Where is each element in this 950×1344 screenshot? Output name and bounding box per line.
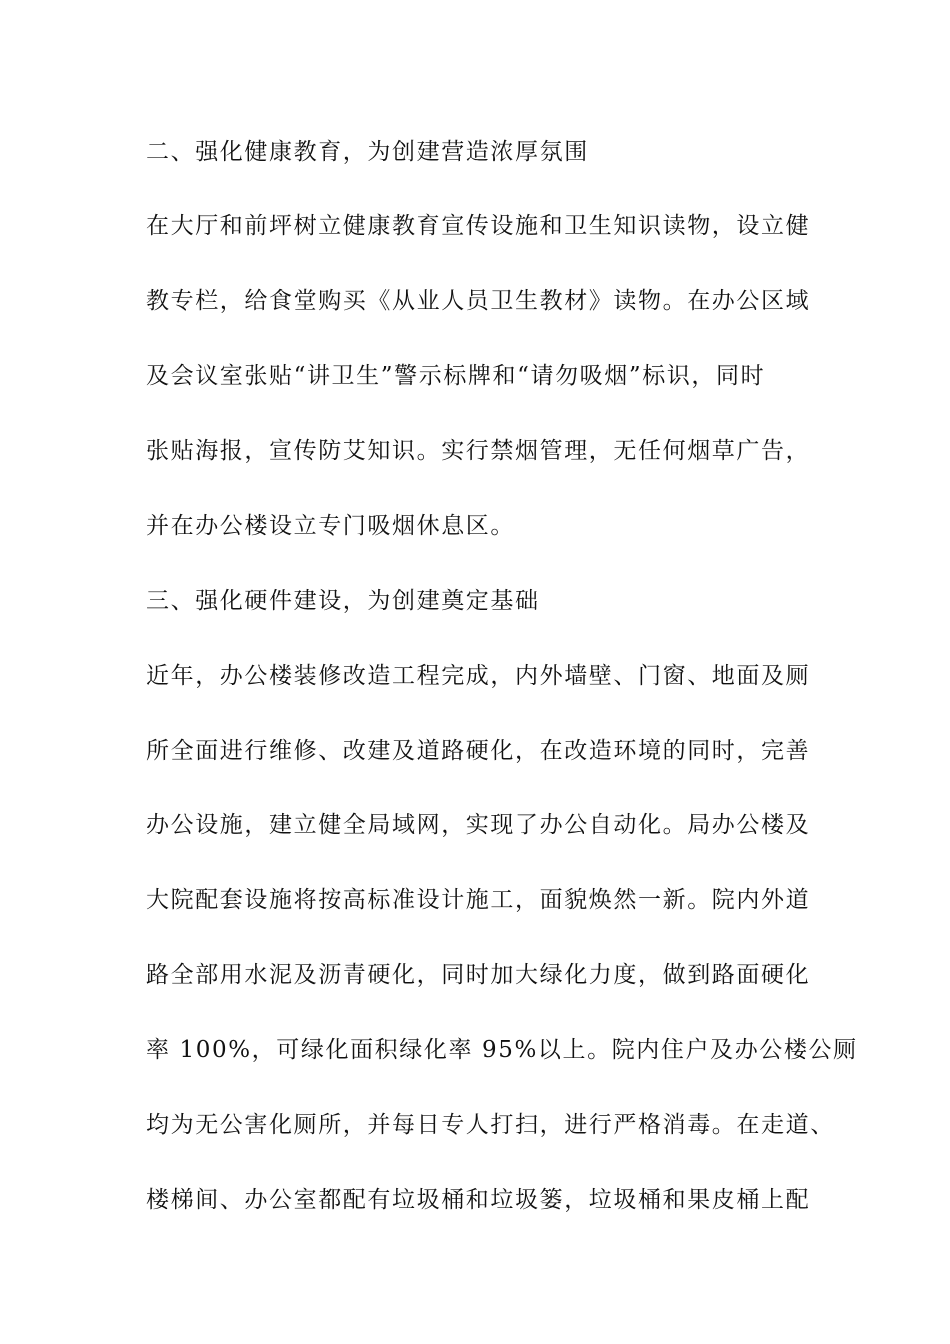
- section-heading-health-education: 二、强化健康教育，为创建营造浓厚氛围: [146, 139, 589, 165]
- paragraph-line: 及会议室张贴“讲卫生”警示标牌和“请勿吸烟”标识，同时: [146, 363, 766, 389]
- paragraph-line: 在大厅和前坪树立健康教育宣传设施和卫生知识读物，设立健: [146, 213, 811, 239]
- paragraph-line: 教专栏，给食堂购买《从业人员卫生教材》读物。在办公区域: [146, 288, 811, 314]
- paragraph-line: 路全部用水泥及沥青硬化，同时加大绿化力度，做到路面硬化: [146, 962, 811, 988]
- section-heading-hardware: 三、强化硬件建设，为创建奠定基础: [146, 588, 540, 614]
- paragraph-line: 办公设施，建立健全局域网，实现了办公自动化。局办公楼及: [146, 812, 811, 838]
- paragraph-line: 楼梯间、办公室都配有垃圾桶和垃圾篓，垃圾桶和果皮桶上配: [146, 1187, 811, 1213]
- paragraph-line: 近年，办公楼装修改造工程完成，内外墙壁、门窗、地面及厕: [146, 663, 811, 689]
- paragraph-line: 率 100%，可绿化面积绿化率 95%以上。院内住户及办公楼公厕: [146, 1037, 858, 1063]
- paragraph-line: 并在办公楼设立专门吸烟休息区。: [146, 513, 515, 539]
- paragraph-line: 大院配套设施将按高标准设计施工，面貌焕然一新。院内外道: [146, 887, 811, 913]
- paragraph-line: 张贴海报，宣传防艾知识。实行禁烟管理，无任何烟草广告，: [146, 438, 811, 464]
- paragraph-line: 所全面进行维修、改建及道路硬化，在改造环境的同时，完善: [146, 738, 811, 764]
- paragraph-line: 均为无公害化厕所，并每日专人打扫，进行严格消毒。在走道、: [146, 1112, 835, 1138]
